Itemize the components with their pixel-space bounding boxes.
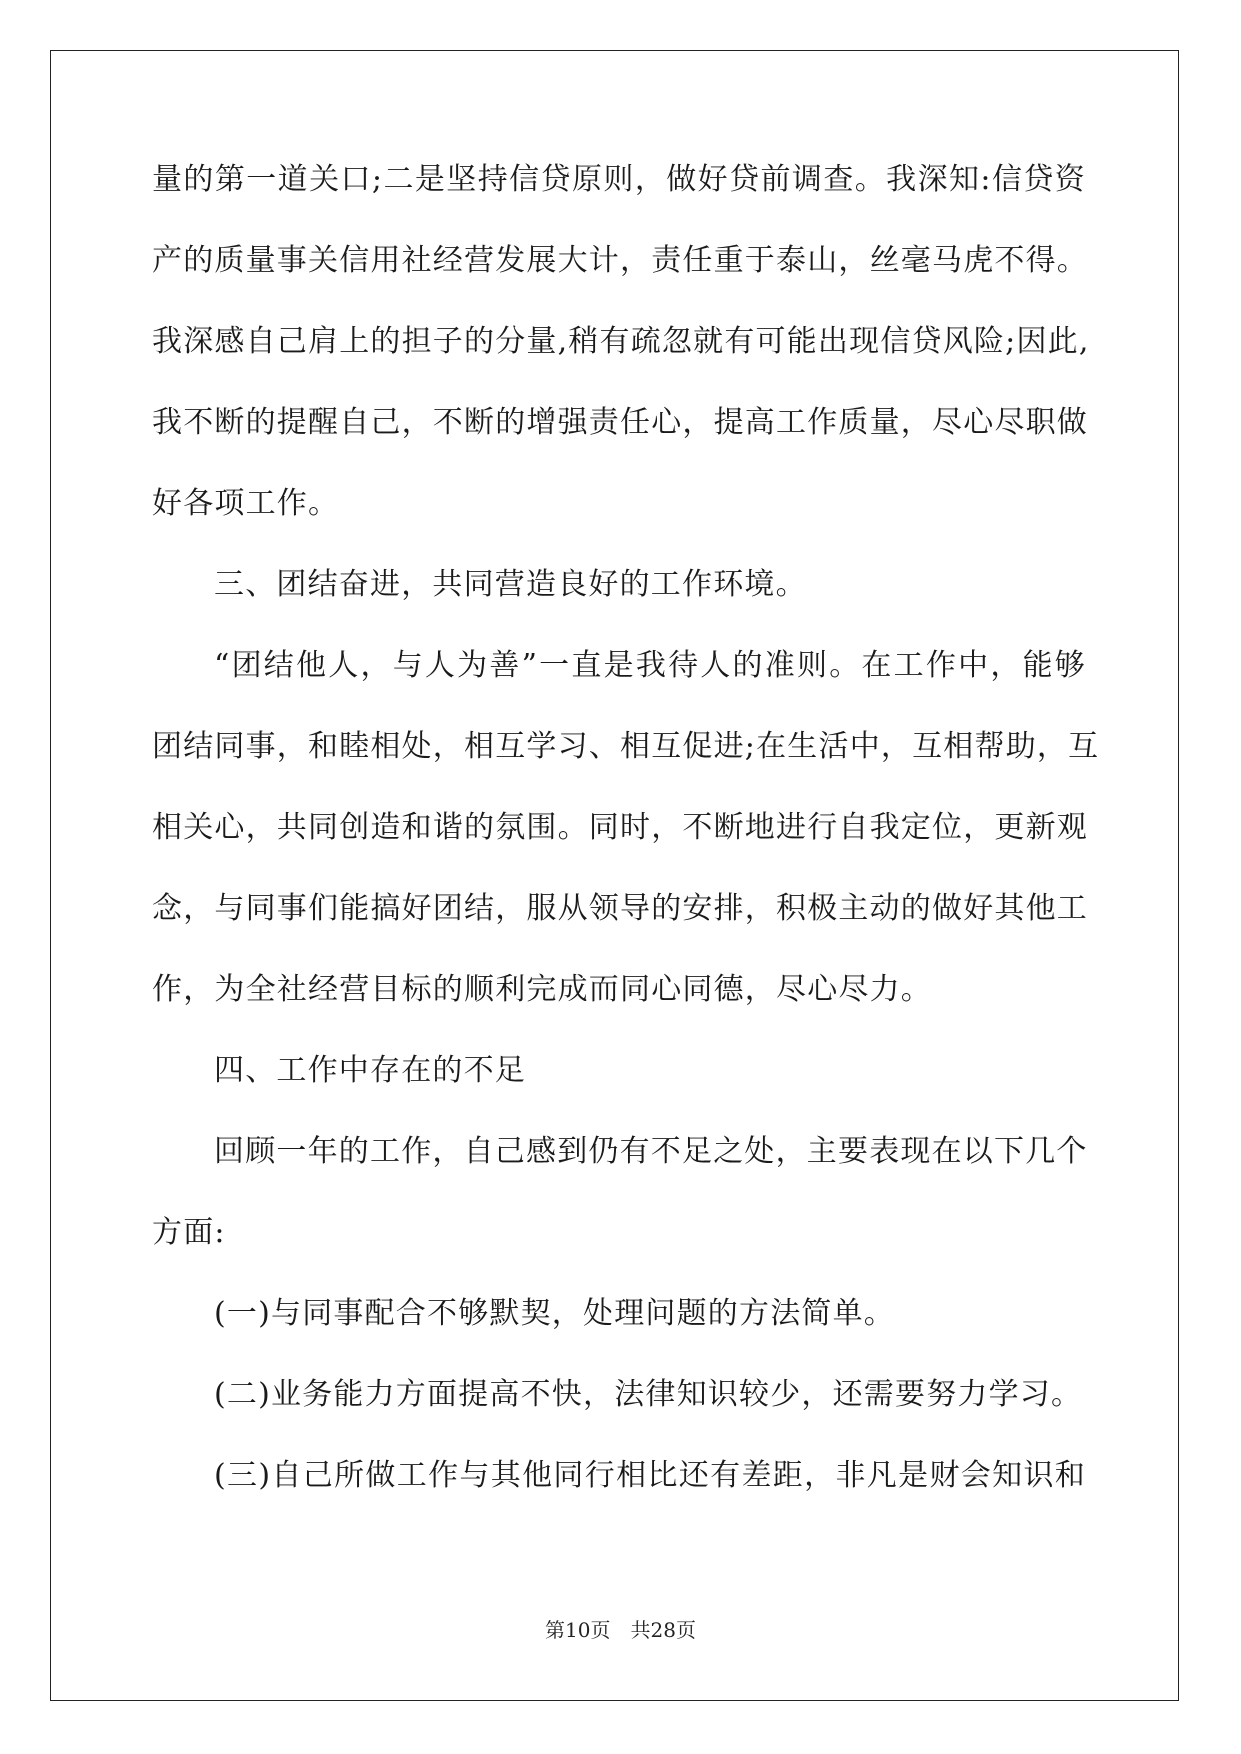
document-body [152, 160, 1100, 1537]
text-line: 我深感自己肩上的担子的分量,稍有疏忽就有可能出现信贷风险;因此, [152, 324, 1090, 359]
text-line: 作，为全社经营目标的顺利完成而同心同德，尽心尽力。 [152, 972, 932, 1007]
text-line: 相关心，共同创造和谐的氛围。同时，不断地进行自我定位，更新观 [152, 810, 1088, 845]
text-line: 团结同事，和睦相处，相互学习、相互促进;在生活中，互相帮助，互 [152, 729, 1100, 764]
list-item: (一)与同事配合不够默契，处理问题的方法简单。 [214, 1296, 896, 1331]
page-number: 第10页 [545, 1618, 611, 1642]
text-line: 方面: [152, 1215, 226, 1250]
list-item: (二)业务能力方面提高不快，法律知识较少，还需要努力学习。 [214, 1377, 1083, 1412]
text-line: 念，与同事们能搞好团结，服从领导的安排，积极主动的做好其他工 [152, 891, 1088, 926]
text-line: 回顾一年的工作，自己感到仍有不足之处，主要表现在以下几个 [214, 1134, 1088, 1169]
page-footer [0, 1614, 1241, 1643]
text-line: 产的质量事关信用社经营发展大计，责任重于泰山，丝毫马虎不得。 [152, 243, 1088, 278]
list-item: (三)自己所做工作与其他同行相比还有差距，非凡是财会知识和 [214, 1458, 1086, 1493]
text-line: 好各项工作。 [152, 486, 340, 521]
section-heading: 三、团结奋进，共同营造良好的工作环境。 [214, 567, 807, 602]
text-line: 量的第一道关口;二是坚持信贷原则，做好贷前调查。我深知:信贷资 [152, 162, 1086, 197]
text-line: “团结他人，与人为善”一直是我待人的准则。在工作中，能够 [214, 648, 1086, 683]
page-total: 共28页 [630, 1618, 696, 1642]
section-heading: 四、工作中存在的不足 [214, 1053, 526, 1088]
text-line: 我不断的提醒自己，不断的增强责任心，提高工作质量，尽心尽职做 [152, 405, 1088, 440]
